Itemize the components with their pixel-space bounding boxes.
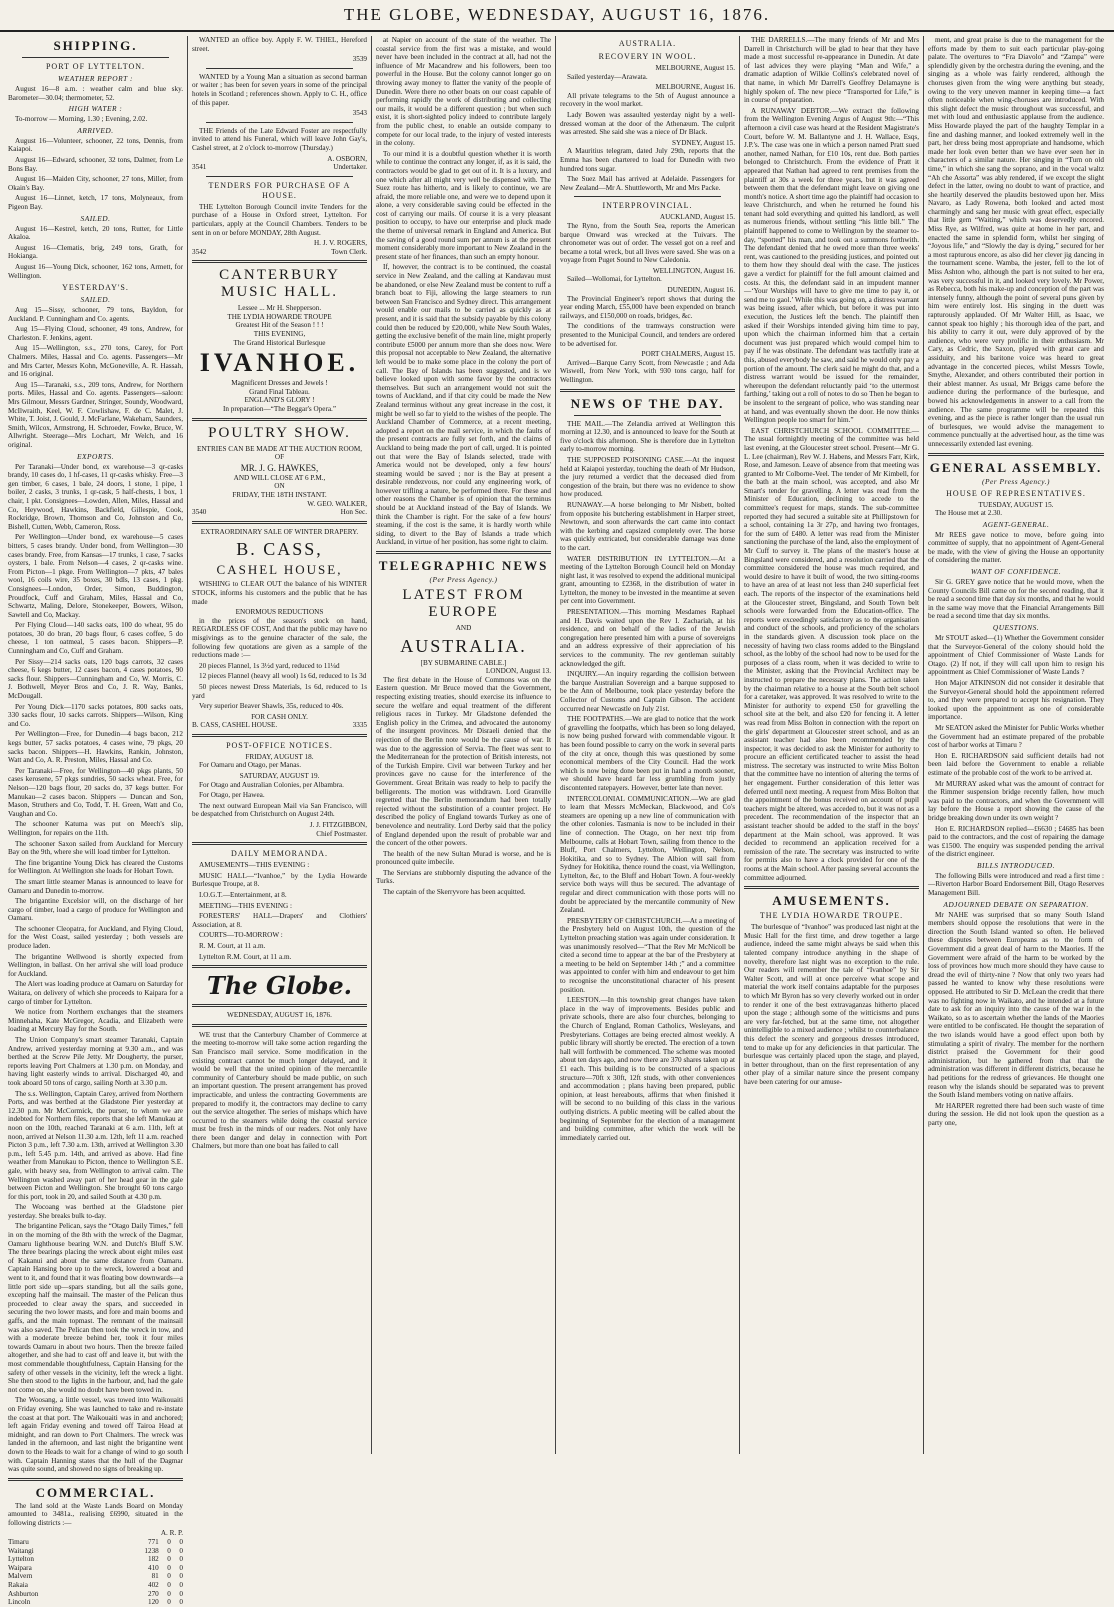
divider — [206, 176, 353, 177]
list-item: Mr REES gave notice to move, before going into committee of supply, that no appointment of Agent-General be made, with the view of giving the House an opportunity of considering the matter. — [928, 530, 1104, 565]
list-item: The Union Company's smart steamer Taranaki, Captain Andrew, arrived yesterday morning at 9.30 a.m., and was berthed at the Screw Pile Jetty. Mr Dougherty, the purser, reports leaving Port Chalmers at 1.30 p.m. on Monday, and having light easterly winds to arrival. Discharged 40, and took aboard 50 tons of cargo, sailing North at 3.30 p.m. — [8, 1036, 183, 1087]
list-item: Per Taranaki—Free, for Wellington—40 pkgs plants, 50 cases kerosene, 57 pkgs sundries, 50 sacks wheat. Free, for Nelson—120 bags flour, 20 sacks do, 37 kegs butter. For Manukau—2 cases bacon. Shippers — Duncan and Son, Mason, Struthers and Co, Todd, T. H. Green, Watt and Co, Vaughan and Co. — [8, 766, 183, 818]
australia-heading: AUSTRALIA. — [618, 39, 677, 48]
list-item: The Servians are stubbornly disputing the advance of the Turks. — [376, 868, 551, 886]
list-item: FRIDAY, AUGUST 18. — [245, 752, 314, 761]
ad-role: Hon Sec. — [340, 508, 367, 517]
ad-number: 3543 — [352, 109, 367, 118]
tender-sign: H. J. V. ROGERS, — [313, 239, 367, 248]
list-item: All private telegrams to the 5th of August announce a recovery in the wool market. — [560, 91, 735, 109]
post-sign: J. J. FITZGIBBON, — [309, 821, 367, 830]
list-item: Sailed yesterday—Arawata. — [567, 72, 648, 81]
list-item: August 16—Linnet, ketch, 17 tons, Molyneaux, from Pigeon Bay. — [8, 194, 183, 211]
assembly-heading: GENERAL ASSEMBLY. — [929, 459, 1103, 475]
dateline: MELBOURNE, August 16. — [655, 83, 735, 92]
land-table — [8, 1538, 183, 1607]
ad-number: 3541 — [192, 163, 207, 172]
table-row: Lyttelton 182 0 0 — [8, 1555, 183, 1564]
list-item: THE SUPPOSED POISONING CASE.—At the inquest held at Kaiapoi yesterday, touching the death of Mr Hudson, the jury returned a verdict that the deceased died from congestion of the brain, but there was no evidence to show how produced. — [560, 455, 735, 499]
sailed2-heading: SAILED. — [80, 295, 111, 305]
leader-text: at Napier on account of the state of the weather. The coastal service from the first was a mistake, and would never have been included in the contract at all, had not the influence of Mr Macandrew and his followers, been too powerful in the House. But the colony cannot longer go on throwing away money to flatter the vanity of the people of Dunedin. Were there no other boats on our coast capable of performing rapidly the work of distributing and collecting our mails, it would be a different question ; but when such exist, it is short-sighted policy indeed to contribute largely from the public chest, to enable an outside company to compete for our local trade, to the injury of vested interests in the colony. — [376, 36, 551, 148]
arrived-heading: ARRIVED. — [77, 125, 114, 135]
column-4 — [556, 36, 740, 1454]
subheading: BILLS INTRODUCED. — [977, 860, 1055, 870]
cash-only: FOR CASH ONLY. — [251, 712, 308, 721]
list-item: Aug 15—Wellington, s.s., 270 tons, Carey, for Port Chalmers. Miles, Hassal and Co. agents. Passengers—Mr and Mrs Carter, Messrs Kohn, McGoneville, A. R. Hassah, and 16 original. — [8, 344, 183, 379]
cable: [BY SUBMARINE CABLE.] — [420, 658, 507, 667]
post-heading: POST-OFFICE NOTICES. — [226, 740, 333, 750]
list-item: Lady Bowen was assaulted yesterday night by a well-dressed woman at the door of the Athenæum. The culprit was arrested. She said she was a niece of Dr Black. — [560, 110, 735, 137]
reductions: ENORMOUS REDUCTIONS — [235, 608, 324, 617]
list-item: LEESTON.—In this township great changes have taken place in the way of improvements. Besides public and private schools, there are also four churches, belonging to the Church of England, Roman Catholics, Wesleyans, and Presbyterians. Cottages are being erected almost weekly. A public library will shortly be erected. The erection of a town hall will forthwith be commenced. The scheme was mooted about ten days ago, and now there are 370 shares taken up at £1 each. This building is to be constructed of a spacious structure—70ft x 30ft, 12ft studs, with other conveniences and accommodation ; plans having been prepared, public opinion, at least hereabouts, affirms that when finished it will be second to no building of this class in the various outlying districts. A public meeting will be called about the beginning of September for the election of a management and building committee, after which the work will be immediately carried out. — [560, 996, 735, 1142]
subheading: WANT OF CONFIDENCE. — [970, 567, 1062, 577]
divider — [192, 1004, 367, 1007]
list-item: August 16—Edward, schooner, 32 tons, Dalmer, from Le Bons Bay. — [8, 155, 183, 173]
list-item: Per Wellington—Under bond, ex warehouse—5 cases bitters, 5 cases brandy. Under bond, from Wellington—30 cases brandy. Free, from Kansas—17 trunks, 1 case, 7 sacks oysters, 1 bale. From Nelson—4 cases, 2 qr-casks wine. From Picton—1 pkge. From Wellington—7 pkts, 47 bales wool, 16 coils wire, 35 boxes, 30 bdls, 13 cases, 1 pkg. Consignees—London, Order, Simon, Buddington, Proudfock, Cuff and Graham, Miles, Hassal and Co, Schwartz, Maling, Delore, Stonekeeper, Bowers, Wilson, Sawtell and Co, Mackay. — [8, 533, 183, 619]
grand-final: Grand Final Tableau. — [249, 387, 310, 396]
divider — [192, 418, 367, 421]
magnificent: Magnificent Dresses and Jewels ! — [231, 379, 328, 388]
in-preparation: In preparation—“The Beggar's Opera.” — [222, 405, 337, 414]
burlesque: The Grand Historical Burlesque — [233, 338, 326, 347]
list-item: The Suez Mail has arrived at Adelaide. Passengers for New Zealand—Mr A. Shuttleworth, Mr and Mrs Packe. — [560, 175, 735, 192]
list-item: Sir G. GREY gave notice that he would move, when the County Councils Bill came on for the second reading, that it be read a second time that day six months, and that he would in the same way move that the Financial Arrangements Bill be read a second time that day six months. — [928, 578, 1104, 621]
list-item: The brigantine Pelican, says the “Otago Daily Times,” fell in on the morning of the 8th with the wreck of the Dagmar, Oamaru lighthouse bearing W.N. and Dutch's Bluff S.W. The three bearings placing the wreck about eight miles east of Kakanui and about the same distance from Oamaru. Captain Hansing bore up to the wreck, lowered a boat and went to it, and found that it was floating bow downwards—a little port side up—spars standing, but all the sails gone, excepting half the mainsail. The master of the Pelican thus proceeded to clear away the spars, and succeeded in securing the two lower masts, and fore and main booms and gaffs, and the main topmast. The remnant of the mainsail was also saved. The Pelican then took the wreck in tow, and with a moderate breeze behind her, took it four miles towards Oamaru in about two hours. Then the breeze failed altogether, and she had to cast off and leave it, but with the most commendable thoughtfulness, Captain Hansing for the safety of other vessels in the vicinity, left the wreck a light. She then stood to the lights in the harbour, and, had the gale not come on, she would no doubt have been towed in. — [8, 1222, 183, 1394]
list-item: I.O.G.T.—Entertainment, at 8. — [199, 891, 287, 899]
list-item: The conditions of the tramways construction were presented to the Municipal Council, and tenders are ordered to be advertised for. — [560, 322, 735, 348]
list-item: The Ryno, from the South Sea, reports the American barque Onward was wrecked at the Tuivars. The chronometer was out of order. The vessel got on a reef and became a total wreck, but all lives were saved. She was on a voyage from Puget Sound to New Caledonia. — [560, 221, 735, 265]
yesterdays-heading: YESTERDAY'S. — [62, 283, 129, 293]
dateline: MELBOURNE, August 15. — [655, 64, 735, 72]
tender-text: THE Lyttelton Borough Council invite Tenders for the purchase of a House in Oxford street, Lyttelton. For particulars, apply at the Council Chambers. Tenders to be sent in on or before MONDAY, 28th August. — [192, 202, 367, 237]
list-item: The Wocoang was berthed at the Gladstone pier yesterday. She breaks bulk to-day. — [8, 1203, 183, 1220]
dateline: TUESDAY, AUGUST 15. — [978, 500, 1054, 509]
list-item: AMUSEMENTS—THIS EVENING : — [199, 861, 310, 870]
list-item: INTERCOLONIAL COMMUNICATION.—We are glad to learn that Messrs McMeckan, Blackwood, and Co's steamers are opening up a new line of communication with the other colonies. Tasmania is now to be included in their line of connection. The Otago, on her next trip from Melbourne, calls at Hobart Town, sailing from thence to the Bluff, Port Chalmers, Lyttelton, Wellington, Nelson, Hokitika, and so to Sydney. The Albion will sail from Sydney for Hokitika, thence round the coast, via Wellington, Lyttelton, &c, to the Bluff and Hobart Town. A four-weekly service both ways will thus be secured. The advantage of regular and direct communication with those ports will no doubt be appreciated by the mercantile community of New Zealand. — [560, 794, 735, 915]
column-2 — [188, 36, 372, 1454]
ad-footer — [192, 508, 367, 517]
water-heading: HIGH WATER : — [68, 104, 123, 114]
latest-heading: LATEST FROM EUROPE — [402, 587, 525, 621]
list-item: The fine brigantine Young Dick has cleared the Customs for Wellington. At Wellington she loads for Hobart Town. — [8, 858, 183, 876]
list-item: August 16—Volunteer, schooner, 22 tons, Dennis, from Kaiapoi. — [8, 136, 183, 154]
subheading: QUESTIONS. — [992, 623, 1040, 633]
list-item: We notice from Northern exchanges that the steamers Minnehaha, Kate McGregor, Acadia, and Elizabeth were loading at Mercury Bay for the South. — [8, 1008, 183, 1034]
cass-text2: in the prices of the season's stock on hand, REGARDLESS OF COST, And that the public may have no misgivings as to the genuine character of the sale, the following few quotations are given as a sample of the reductions made :— — [192, 616, 367, 660]
list-item: 20 pieces Flannel, 1s 3½d yard, reduced to 11¼d — [199, 661, 340, 670]
leader-text: To our mind it is a doubtful question whether it is worth while to continue the contract any longer, if, as it is said, the contractors would be glad to get out of it. It is a luxury, and one which after all might very well be dispensed with. The Suez route has hitherto, and is likely to continue, we are afraid, the more reliable one, and were we to depend upon it alone, a very considerable saving could be effected in the cost of carrying our mails. Of course it is a very pleasant position to occupy, to have our enterprise and pluck made the theme of universal remark in England and America. But the saving of a good round sum per annum is at the present moment considerably more important to New Zealand in the present state of her finances, than such an empty honour. — [376, 149, 551, 261]
dateline: PORT CHALMERS, August 15. — [641, 350, 735, 359]
list-item: The Woosang, a little vessel, was towed into Waikouaiti on Friday evening. She was launched to take and re-instate the coast at that port. The Waikouaiti was in and anchored; left again Friday evening and towed off Tairoa Head at midnight, and ran down to Port Chalmers. The wreck was landed in the afternoon, and last night the brigantine went down to the Heads to wait for a change of wind to go south with. Captain Hanning states that the hull of the Dagmar was quite sound, and showed no signs of breaking up. — [8, 1396, 183, 1474]
list-item: THE DARRELLS.—The many friends of Mr and Mrs Darrell in Christchurch will be glad to hear that they have made a most successful re-appearance in Dunedin. At date of last advices they were playing “Man and Wife,” a dramatic adaption of Wilkie Collins's celebrated novel of that name, in which Mr Darrell's Geoffrey Delamayne is highly spoken of. The new piece “Transported for Life,” is in course of preparation. — [744, 36, 919, 105]
music-hall-heading: CANTERBURY MUSIC HALL. — [219, 267, 340, 301]
divider — [574, 196, 721, 197]
house-heading: HOUSE OF REPRESENTATIVES. — [946, 488, 1086, 498]
divider — [560, 389, 735, 392]
weather-text: August 16—8 a.m. : weather calm and blue sky. Barometer—30.04; thermometer, 52. — [8, 85, 183, 102]
list-item: August 16—Clematis, brig, 249 tons, Grath, for Hokianga. — [8, 243, 183, 261]
list-item: Mr MURRAY asked what was the amount of contract for the Rimmer suspension bridge recently fallen, how much was paid to the contractors, and when the Government will lay before the House a report showing the cause of the bridge breaking down under its own weight ? — [928, 779, 1104, 822]
list-item: The captain of the Skerryvore has been acquitted. — [383, 888, 526, 897]
list-item: Hon Major ATKINSON did not consider it desirable that the Surveyor-General should hold the appointment referred to, and they were prepared to accept his resignation. They looked upon the appointment as one of considerable importance. — [928, 679, 1104, 722]
list-item: The brigantine Excelsior will, on the discharge of her cargo of timber, load a cargo of produce for Wellington and Oamaru. — [8, 897, 183, 923]
divider — [744, 886, 919, 889]
list-item: 12 pieces Flannel (heavy all wool) 1s 6d, reduced to 1s 3d — [199, 672, 367, 681]
dateline: SYDNEY, August 15. — [672, 138, 735, 147]
list-item: August 16—Maiden City, schooner, 27 tons, Miller, from Okain's Bay. — [8, 175, 183, 192]
hawkes: MR. J. G. HAWKES, — [240, 462, 319, 473]
greatest: Greatest Hit of the Season ! ! ! — [235, 321, 324, 330]
date-line: WEDNESDAY, AUGUST 16, 1876. — [227, 1011, 332, 1020]
weather-heading: WEATHER REPORT : — [58, 74, 133, 83]
list-item: Hon E. RICHARDSON replied—£6630 ; £4685 has been paid to the contractors, and the cost of repairing the damage was £1500. The enquiry was suspended pending the arrival of the district engineer. — [928, 824, 1104, 859]
list-item: EAST CHRISTCHURCH SCHOOL COMMITTEE.—The usual fortnightly meeting of the committee was held last evening, at the Gloucester street school. Present—Mr G. L. Lee (chairman), Rev W. J. Habens, and Messrs Farr, Kirk, Rose, and Jameson. Leave of absence from that meeting was granted to Mr Colborne-Veel. The tender of Mr Kimbell, for the bath at the main school, was accepted, and also Mr Smart's tender for gravelling. A letter was read from the Minister of Education, declining to accede to the committee's request for maps, stands. The sub-committee reported they had secured a suitable site at Phillipstown for a school, containing 1a 3r 27p, and having two frontages, for the sum of £480. A letter was read from the Minister sanctioning the purchase of the land, also the employment of Mr Cuff to survey it. The plans of the master's house at Bingsland were considered, and a resolution carried that the committee considered the house was much required, and would desire to have it built of wood, the two sitting-rooms to have an area of at least not less than 240 superficial feet each. The reports of the inspector of the examinations held at the Gloucester street, Bingsland, and South Town belt schools were forwarded from the Education-office. The reports were exceedingly satisfactory as to the organisation and conduct of the schools, and proficiency of the scholars in the standards given. A discussion took place on the necessity of having two class rooms added to the Bingsland school, as the lobby of the school had now to be used for the purposes of a class room, when it was decided to write to the Minister, asking that the Provincial Architect may be instructed to prepare the necessary plans. The action taken by the chairman relative to a house at the South belt school for a caretaker, was approved. It was resolved to write to the Minister for authority to expend £50 for gravelling the school site at the belt, and also £20 for fencing it. A letter was read from Miss Bolton in connection with the report on the girls' department at Gloucester street school, and as an assistant teacher had also been recommended by the inspector, it was decided to ask the Minister for authority to procure an efficient certificated teacher to assist the head mistress. The secretary was instructed to write Miss Bolton that the committee have no intention of altering the terms of her engagement. Further consideration of this letter was deferred until next meeting. A request from Miss Bolton that the appointment of the bonus received on account of pupil teachers might be altered, was acceded to, but it was not as a precedent. The recommendation of the inspector that an assistant teacher should be added to the staff in the boys' department at the Main school, was approved. It was decided to recommend an application received for a remission of the rate. The secretary was instructed to write for permits also to have a clock provided for one of the rooms at the Main school. After passing several accounts the committee adjourned. — [744, 426, 919, 882]
troupe: THE LYDIA HOWARDE TROUPE — [227, 312, 332, 321]
friday: FRIDAY, THE 18TH INSTANT. — [232, 491, 327, 499]
list-item: Hon E. RICHARDSON said sufficient details had not been laid before the Government to enable a reliable estimate of the probable cost of the work to be arrived at. — [928, 751, 1104, 777]
cashel-heading: CASHEL HOUSE, — [216, 562, 343, 578]
ad-role: Town Clerk. — [331, 247, 367, 256]
list-item: INQUIRY.—An inquiry regarding the collision between the barque Australian Sovereign and a barque supposed to be the Ann of Melbourne, took place yesterday before the Collector of Customs and Captain Gibson. The accident occurred near Newcastle on July 21st. — [560, 670, 735, 713]
table-row: Rakaia 402 0 0 — [8, 1581, 183, 1590]
list-item: THE MAIL.—The Zelandia arrived at Wellington this morning at 12.30, and is announced to leave for the South at five o'clock this afternoon. She is therefore due in Lyttelton early to-morrow morning. — [560, 419, 735, 454]
subheading: AGENT-GENERAL. — [982, 519, 1050, 529]
divider — [192, 965, 367, 968]
cass-text: WISHING to CLEAR OUT the balance of his WINTER STOCK, informs his customers and the public that he has made — [192, 580, 367, 606]
per-press: (Per Press Agency.) — [982, 476, 1050, 486]
list-item: The Provincial Engineer's report shows that during the year ending March, £55,000 have been expended on branch railways, and £150,000 on roads, bridges, &c. — [560, 294, 735, 320]
list-item: FORESTERS' HALL—Drapers' and Clothiers' Association, at 8. — [192, 912, 367, 929]
close: AND WILL CLOSE AT 6 P.M., — [233, 473, 326, 482]
ad-footer — [192, 721, 367, 730]
table-row: Ashburton 270 0 0 — [8, 1589, 183, 1598]
list-item: Sailed—Wollomai, for Lyttelton. — [567, 275, 662, 284]
ad-sign: A. OSBORN, — [327, 154, 367, 163]
list-item: The following Bills were introduced and read a first time :—Riverton Harbor Board Endorsement Bill, Otago Reserves Management Bill. — [928, 871, 1104, 898]
list-item: PRESENTATION.—This morning Mesdames Raphael and H. Davis waited upon the Rev I. Zachariah, at his residence, and on behalf of the ladies of the Jewish congregation here presented him with a purse of sovereigns and an address expressive of their appreciation of his services to the community. The rev gentleman suitably acknowledged the gift. — [560, 608, 735, 668]
list-item: Per Flying Cloud—140 sacks oats, 100 do wheat, 95 do potatoes, 30 do bran, 20 bags flour, 6 cases coffee, 5 do cheese, 1 ton oatmeal, 5 cases bacon. Shippers—P. Cunningham and Co, Cuff and Graham. — [8, 621, 183, 656]
entries: ENTRIES CAN BE MADE AT THE AUCTION ROOM, — [196, 444, 363, 453]
list-item: A Mauritius telegram, dated July 29th, reports that the Emma has been chartered to load for Dunedin with two hundred tons sugar. — [560, 147, 735, 173]
list-item: The brigantine Wellwood is shortly expected from Wellington, in ballast. On her arrival she will load produce for Auckland. — [8, 952, 183, 978]
water-text: To-morrow — Morning, 1.30 ; Evening, 2.02. — [15, 115, 148, 124]
list-item: R. M. Court, at 11 a.m. — [199, 941, 266, 950]
interprovincial-heading: INTERPROVINCIAL. — [602, 201, 693, 211]
lessee: Lessee ... Mr H. Shepperson. — [237, 304, 322, 313]
ad-footer — [192, 248, 367, 257]
telegraphic-heading: TELEGRAPHIC NEWS — [378, 558, 549, 574]
divider — [22, 57, 169, 58]
memo-heading: DAILY MEMORANDA. — [230, 849, 329, 859]
column-3 — [372, 36, 556, 1454]
list-item: PRESBYTERY OF CHRISTCHURCH.—At a meeting of the Presbytery held on August 10th, the question of the Lyttelton preaching station was again under consideration. It was unanimously resolved—“That the Rev Mr McNicoll be cited a second time to appear at the bar of the Presbytery at a meeting to be held on September 14th ;” and a committee was appointed to confer with him and endeavour to get him to recognise the unconstitutional character of his present position. — [560, 916, 735, 994]
list-item: For Otago, per Hawea. — [199, 791, 265, 800]
divider — [192, 842, 367, 845]
ad-footer — [192, 163, 367, 172]
ad-sign: B. CASS, CASHEL HOUSE. — [192, 721, 278, 730]
list-item: MEETING—THIS EVENING : — [199, 901, 293, 910]
divider — [8, 1478, 183, 1481]
list-item: Aug 15—Sissy, schooner, 79 tons, Bayldon, for Auckland. P. Cunningham and Co. agents. — [8, 306, 183, 323]
dateline: AUCKLAND, August 15. — [659, 213, 735, 222]
shipping-heading: SHIPPING. — [53, 38, 138, 53]
tender-heading: TENDERS FOR PURCHASE OF A HOUSE. — [208, 180, 351, 200]
newspaper-columns — [4, 36, 1110, 1607]
list-item: A RUNAWAY DEBTOR.—We extract the following from the Wellington Evening Argus of August 9th:—“This afternoon a civil case was heard at the Resident Magistrate's Court, before W. M. Ballantyne and J. H. Wallace, Esqs, J.P.'s. The case was one in which a person named Pratt sued another, named Nathan, for £10 10s, rent due. Both parties belonged to Christchurch. From the evidence of Pratt it appeared that Nathan had agreed to rent premises from the plaintiff at 30s a week for three years, but it was agreed between them that the defendant might leave on giving one month's notice. A short time ago the plaintiff had occasion to leave Christchurch, and when he returned he found his tenant had sold everything and quitted his landlord, as well as numerous friends, without settling “his little bill.” The plaintiff happened to come to Wellington by the steamer to-day, “spotted” his man, and took out a summons forthwith. The defendant denied that he owed more than three weeks' rent, was cautioned to the presiding justices, and pointed out to them how they should deal with the case. The justices gave a verdict for plaintiff for the full amount claimed and costs. At this, the defendant said in an impudent manner—‘Your Worships will have to give me time to pay it, or send me to gaol.’ While this was going on, a distress warrant was being issued, after which, but before it was put into execution, the Justices left the bench. The plaintiff then asked if their Worships intended giving him time to pay, upon which the chairman informed him that a certain document was just prepared which would compel him to pay if he was obstinate. The defendant was tactfully irate at this, abused everybody he saw, and said he would only pay a portion of the amount. The clerk said he might do that, and a distress warrant would be issued for the remainder, whereupon the defendant reluctantly paid ‘to the uttermost farthing,’ taking out a roll of notes to do so Then he began to be insolent to the sergeant of police, who was standing near at hand, and was eventually shown the door. He now thinks Wellington people too smart for him.” — [744, 106, 919, 425]
leader-text: WE trust that the Canterbury Chamber of Commerce at the meeting to-morrow will take some action regarding the San Francisco mail service. Some modification in the existing contract cannot be much longer delayed, and it would be well that the united opinion of the mercantile community of Canterbury should be made public, on such an important question. The present arrangement has proved impracticable, and unless the contracting Governments are prepared to modify it, the contractors may decline to carry out the service altogether. The series of mishaps which have occurred to the steamers while doing the coastal service must be fresh in the minds of our readers. Not only have there been danger and delay in connection with Port Chalmers, but more than one boat has failed to call — [192, 1030, 367, 1151]
list-item: Aug 15—Flying Cloud, schooner, 49 tons, Andrew, for Charleston. F. Jenkins, agent. — [8, 325, 183, 342]
subheading: ADJOURNED DEBATE ON SEPARATION. — [943, 899, 1089, 909]
list-item: 50 pieces newest Dress Materials, 1s 6d, reduced to 1s yard — [192, 682, 367, 700]
ad-number: 3540 — [192, 508, 207, 517]
list-item: THE FOOTPATHS.—We are glad to notice that the work of gravelling the footpaths, which has been so long delayed, is now being pushed forward with commendable vigour. It has been found possible to carry on the work in several parts of the city at once, though this was questioned by some economical members of the City Council. Had the work which is now being done been put in hand a month sooner, we should have heard far less grumbling from justly discontented ratepayers. However, better late than never. — [560, 715, 735, 792]
list-item: Per Sissy—214 sacks oats, 120 bags carrots, 32 cases cheese, 6 kegs butter, 12 cases bacon, 4 cases potatoes, 90 sacks flour. Shippers—Cunningham and Co, W. Morris, C. J. Bothwell, Meyer Bros and Co, J. R. Way, Banks, McDougall. — [8, 657, 183, 701]
per-press: (Per Press Agency.) — [429, 575, 498, 585]
divider — [574, 415, 721, 416]
ad-young-man: WANTED by a Young Man a situation as second barman or waiter ; has been for seven years in some of the principal hotels in Scotland ; references shown. Apply to C. H., office of this paper. — [192, 72, 367, 107]
cass-heading: B. CASS, — [236, 539, 323, 560]
this-evening: THIS EVENING, — [253, 330, 306, 339]
divider — [206, 68, 353, 69]
list-item: WATER DISTRIBUTION IN LYTTELTON.—At a meeting of the Lyttelton Borough Council held on Monday night last, it was resolved to expend the additional municipal grant, amounting to £2368, in the distribution of water in Lyttelton, the money to be invested in the meantime at seven per cent into Government. — [560, 554, 735, 606]
troupe-heading: THE LYDIA HOWARDE TROUPE. — [759, 911, 904, 921]
list-item: Aug 15—Taranaki, s.s., 209 tons, Andrew, for Northern ports. Miles, Hassal and Co. agents. Passengers—saloon: Mrs Gilmour, Messrs Gardner, Stringer, Soundy, Woodward, McIlwraith, Keel, W. F. Cowlishaw, F. de C. Malet, J. White, T. Joist, J. Gould, J. McFarlane, Wakeham, Saunders, Smith, Wilcox, Armstrong, H. Schroeder, Fowke, Bruce, W. Allwright. Steerage—Mrs Lochart, Mr Welch, and 16 original. — [8, 380, 183, 449]
list-item: The s.s. Wellington, Captain Carey, arrived from Northern Ports, and was berthed at the Gladstone Pier yesterday at 12.30 p.m. Mr McCormick, the purser, to whom we are indebted for Northern files, reports that she left Manukau at noon on the 10th, reached Taranaki at 6 a.m. 11th, left at noon, arrived at Nelson 11.30 a.m. 12th, left 11 a.m. reached Picton 3 p.m., left 7.30 a.m. 13th, arrived at Wellington 3.30 p.m., left 5.45 p.m. 14th, and arrived as above. Had fine weather from Manukau to Picton, thence to Wellington S.E. gale, with heavy sea, from Wellington to arrival calm. The Wellington washed away part of her head gear in the gale between Picton and Wellington. She brought 60 tons cargo for this port, took in 20, and sailed South at 4.30 p.m. — [8, 1089, 183, 1201]
englands-glory: ENGLAND'S GLORY ! — [244, 396, 315, 405]
masthead: THE GLOBE, WEDNESDAY, AUGUST 16, 1876. — [0, 0, 1114, 32]
table-row: Waitangi 1238 0 0 — [8, 1546, 183, 1555]
table-row: Timaru 771 0 0 — [8, 1538, 183, 1547]
on: ON — [274, 482, 285, 491]
sale-heading: EXTRAORDINARY SALE OF WINTER DRAPERY. — [200, 527, 359, 536]
divider — [192, 521, 367, 524]
land-table-header: A. R. P. — [160, 1529, 183, 1538]
divider — [928, 453, 1104, 456]
commercial-text: The land sold at the Waste Lands Board on Monday amounted to 3481a., realising £6990, situated in the following districts :— — [8, 1501, 183, 1527]
post-role: Chief Postmaster. — [316, 829, 367, 838]
list-item: COURTS—TO-MORROW : — [199, 931, 283, 940]
ad-number: 3539 — [352, 55, 367, 64]
list-item: Mr SEATON asked the Minister for Public Works whether the Government had an estimate prepared of the probable cost of harbor works at Timaru ? — [928, 723, 1104, 750]
list-item: The schooner Katuma was put on Meech's slip, Wellington, for repairs on the 11th. — [8, 820, 183, 837]
list-item: The Alert was loading produce at Oamaru on Saturday for Waitara, on delivery of which she proceeds to Kaipara for a cargo of timber for Lyttelton. — [8, 980, 183, 1006]
list-item: RUNAWAY.—A horse belonging to Mr Nisbett, bolted from opposite his butchering establishment in Harper street, Newtown, and soon afterwards the cart came into contact with the kerbing and capsized completely over. The horse was quickly extricated, but considerable damage was done to the cart. — [560, 500, 735, 552]
recovery-heading: RECOVERY IN WOOL. — [598, 52, 697, 61]
ivanhoe-title: IVANHOE. — [199, 348, 360, 378]
list-item: Per Young Dick—1170 sacks potatoes, 800 sacks oats, 330 sacks flour, 10 sacks carrots. Shippers—Wilson, King and Co. — [8, 702, 183, 728]
table-row: Waipara 410 0 0 — [8, 1563, 183, 1572]
commercial-heading: COMMERCIAL. — [35, 1484, 156, 1500]
and: AND — [455, 624, 472, 633]
of: OF — [274, 453, 285, 462]
ad-funeral: THE Friends of the Late Edward Foster are respectfully invited to attend his Funeral, which will leave John Gay's, Cashel street, at 2 o'clock to-morrow (Thursday.) — [192, 126, 367, 152]
list-item: Mr STOUT asked—(1) Whether the Government consider that the Surveyor-General of the colony should hold the appointment of Chief Commissioner of Waste Lands for Otago. (2) If not, if they will call upon him to resign his appointment as Chief Commissioner of Waste Lands ? — [928, 634, 1104, 677]
list-item: The health of the new Sultan Murad is worse, and he is pronounced quite imbecile. — [376, 849, 551, 867]
column-6 — [924, 36, 1108, 1454]
ad-number: 3335 — [352, 721, 367, 730]
news-heading: NEWS OF THE DAY. — [570, 395, 725, 411]
list-item: Very superior Beaver Shawls, 35s, reduced to 40s. — [199, 702, 344, 711]
divider — [206, 122, 353, 123]
list-item: Per Wellington—Free, for Dunedin—4 bags bacon, 212 kegs butter, 57 sacks potatoes, 4 cases wine, 79 pkgs, 20 sacks bacon. Shippers—H. Hawkins, Rankin, Johnston, Watt and Co, A. R. Preston, Miles, Hassal and Co. — [8, 730, 183, 765]
divider — [376, 551, 551, 554]
list-item: Mr HARPER regretted there had been such waste of time during the session. He did not look upon the question as a party one, — [928, 1101, 1104, 1127]
list-item: For Otago and Australian Colonies, per Albambra. — [199, 780, 344, 789]
globe-logo: The Globe. — [207, 971, 352, 1001]
divider — [192, 260, 367, 263]
ad-number: 3542 — [192, 247, 207, 256]
list-item: The House met at 2.30. — [935, 509, 1003, 518]
exports-heading: EXPORTS. — [76, 451, 115, 461]
walker-sign: W. GEO. WALKER, — [307, 499, 367, 508]
list-item: For Oamaru and Otago, per Manas. — [199, 761, 301, 770]
list-item: The schooner Saxon sailed from Auckland for Mercury Bay on the 9th, where she will load timber for Lyttelton. — [8, 839, 183, 857]
ad-office-boy: WANTED an office boy. Apply F. W. THIEL, Hereford street. — [192, 36, 367, 53]
list-item: The schooner Cleopatra, for Auckland, and Flying Cloud, for the West Coast, sailed yesterday ; both vessels are produce laden. — [8, 924, 183, 951]
divider — [192, 1024, 367, 1027]
review-text: The burlesque of “Ivanhoe” was produced last night at the Music Hall for the first time, and drew together a large audience, indeed the same might always be said when this talented company introduce anything in the shape of novelty, therefore last night was no exception to the rule. Our readers will remember the tale of “Ivanhoe” by Sir Walter Scott, and will at once perceive what scope and material the work itself contains adaptable for the purposes to which Mr Byron has so very cleverly worked out in order to render it one of the best extravaganzas hitherto placed upon the stage ; although some of the witticisms and puns are very far-fetched, but at the same time, not altogether unintelligible to a mixed audience ; whilst to counterbalance this defect the scenery and gorgeous dresses introduced, tend to make up for any deficiencies in that particular. The burlesque was certainly placed upon the stage, and played, in better throughout, than on the first representation of any other play of a similar nature since the present company have been catering for our amuse- — [744, 923, 919, 1086]
divider — [192, 734, 367, 737]
ad-role: Undertaker. — [333, 163, 367, 172]
dateline: DUNEDIN, August 16. — [667, 286, 735, 295]
leader-text: If, however, the contract is to be continued, the coastal service in New Zealand, and the calling at Kandavau must be abandoned, or else New Zealand must be content to ruff a branch boat to Fiji, allowing the large steamers to run between San Francisco and Sydney direct. This arrangement would enable our mails to be carried as quickly as at present, and it is said that the subsidy payable by this colony could then be reduced by £20,000, while New South Wales, getting the exclusive benefit of the main line, might properly contribute £5000 per annum more than she does now. Were this proposal not acceptable to New Zealand, the alternative left would be to make some place in the colony the port of call. The Bay of Islands has been suggested, and is we believe looked upon with some favor by the contractors themselves. But such an arrangement would not suit the towns of Auckland, and if that city could be made the New Zealand terminus without any great increase in the cost, it might be well so far to yield to the wishes of the people. The Auckland Chamber of Commerce, at a recent meeting, adopted a report on the mail service, in which the faults of the present contracts are fully set forth, and the claims of Auckland to being made the port of call, urged. It is pointed out that were the Bay of Islands selected, trade with America would not be developed, only a few hours' steaming would be saved ; nor is the Bay at present a desirable rendezvous, nor could any engineering work, of however trifling a nature, be performed there. For these and other reasons the Chamber is of opinion that the terminus should be at Auckland instead of the Bay of Islands. We think the Chamber is right. For the sake of a few hours' steaming, if the cost is the same, it is hardly worth while siding, to divert to the Bay of Islands a trade which Auckland, in virtue of her position, has some right to claim. — [376, 263, 551, 547]
column-5 — [740, 36, 924, 1454]
list-item: Per Taranaki—Under bond, ex warehouse—3 qr-casks brandy, 10 cases do, 1 hf-cases, 11 qr-casks whisky. Free—3 gen timber, 6 cases, 1 bale, 24 doors, 1 stone, 1 pipe, 1 boiler, 2 casks, 3 trunks, 1 qr-cask, 5 half-chests, 1 box, 1 chair, 1 pkt. Consignees—Lowden, Allen, Miles, Hassal and Co, Heywood, Hawkins, Backfield, Gillespie, Cook, Rockridge, Brown, Thomson and Co, Johnston and Co, Bishell, Cutten, Webb, Cameron, Ross. — [8, 462, 183, 531]
list-item: The first debate in the House of Commons was on the Eastern question. Mr Bruce moved that the Government, respecting existing treaties, should exercise its influence to secure the welfare and equal treatment of the different religious races in Turkey. Mr Gladstone defended the English policy in the Crimea, and advocated the autonomy of the insurgent provinces. Mr Disraeli denied that the rejection of the Berlin note would be the cause of war. It was due to the aggression of Servia. The fleet was sent to the Mediterranean for the protection of British interests, not of the Turkish Empire. Civil war between Turkey and her provinces gave no cause for the interference of the Government. Great Britain was ready to help to pacify the belligerents. The motion was withdrawn. Lord Granville regretted that the Berlin memorandum had been totally rejected without the substitution of a counter project. He described the policy of England towards Turkey as one of benevolence and neutrality. Lord Derby said that the policy of England depended upon the result of probable war and the concert of the other powers. — [376, 675, 551, 848]
list-item: Arrived—Barque Carry Scott, from Newcastle ; and Ada Wiswell, from New York, with 930 tons cargo, half for Wellington. — [560, 358, 735, 384]
list-item: MUSIC HALL—“Ivanhoe,” by the Lydia Howarde Burlesque Troupe, at 8. — [192, 871, 367, 889]
list-item: August 16—Young Dick, schooner, 162 tons, Armett, for Wellington. — [8, 262, 183, 280]
list-item: August 16—Kestrel, ketch, 20 tons, Rutter, for Little Akaloa. — [8, 224, 183, 242]
list-item: Mr NAHE was surprised that so many South Island members should oppose the resolutions that were in the direction the South Island wanted so often. He believed these disputes between Europeans as to the form of Government did a great deal of harm to the Maories. If the Government were afraid of the harm to be worked by the loss of provinces how much more should they have cause to dread the evil of thirty-nine ? Now that only two years had passed he wanted to know why these resolutions were opposed. He attributed to Sir D. McLean the credit that there was no fighting now in Waikato, and he intended at a future date to ask for an inquiry into the cause of the war in the Waikato, so as to ascertain whether the lands of the Maories were entitled to be confiscated. He thought the separation of the two islands would have a good effect upon both by stimulating a spirit of rivalry. The member for the northern district praised the Government for their good administration, but he gathered from that that the administration was different in different districts, because he had petitions for the redress of grievances. He thought one reason why the islands should be separated was to prevent the South Island members voting on native affairs. — [928, 910, 1104, 1100]
column-1 — [4, 36, 188, 1607]
table-row: Malvern 81 0 0 — [8, 1572, 183, 1581]
list-item: The next outward European Mail via San Francisco, will be despatched from Christchurch on August 24th. — [192, 801, 367, 819]
poultry-heading: POULTRY SHOW. — [208, 424, 351, 441]
list-item: Lyttelton R.M. Court, at 11 a.m. — [199, 952, 292, 961]
sailed-heading: SAILED. — [80, 213, 111, 223]
table-row: Lincoln 120 0 0 — [8, 1598, 183, 1607]
amusements-heading: AMUSEMENTS. — [772, 893, 891, 909]
list-item: SATURDAY, AUGUST 19. — [239, 772, 320, 781]
review-text: ment, and great praise is due to the management for the efforts made by them to suit each particular play-going palate. The overtures to “Fra Diavolo” and “Zampa” were splendidly given by the orchestra during the evening, and the singing as a whole was fairly rendered, although the choruses given from the wing were anything but steady, owing to the very uneven manner in keeping time—a fact often noticeable when wing-choruses are introduced. With this slight defect the music throughout was successful, and met with loud and enthusiastic applause from the audience. Miss Howarde played the part of the haughty Templar in a fine and dashing manner, and looked extremely well in the part, her dress being most appropriate and handsome, which made her look even better than we have ever seen her in characters of a similar nature. Her singing in “Turn on old time,” in which she sang the soprano, and in the vocal waltz “Ah che Assorta” was ably rendered, if we except the slight defect in the latter, owing no doubt to want of practice, and she heartily deserved the plaudits bestowed upon her. Miss Navaro, as Lady Rowena, both looked and acted most charmingly and sang her music with great effect, especially that little gem “Waiting,” which was deservedly encored. Miss Rye, as Wilfred, was quite at home in her part, and enacted the same in splendid form, whilst her singing of “Joyous life,” and “Slowly the day is dying,” secured for her a most rapturous encore, as also did her clever jig dancing in the tournament scene. Wamba, the jester, fell to the lot of Miss Ashton who, although the part is not suited to her era, was very successful in it, and looked very lovely. Mr Power, as Rebecca, both his make-up and conception of the part was intensely funny, although the point of several puns given by him were entirely lost. His singing in the duett was rapturously applauded. Of Mr Walter Hill, as Isaac, we cannot speak too highly ; his thorough idea of the part, and his ability to carry it out, were duly approved of by the audience, who were very prolific in their enthusiasm. Mr Cary, as Cedric, the Saxon, played with great care and assiduity, and his baritone voice was heard to great advantage in the concerted pieces, whilst Messrs Towle, Smythe, Alexander, and others contributed their portion in their ablest manner. As usual, Mr Briggs came before the audience during the performance of the burlesque, and bowed his acknowledgements in answer to a call from the audience. The same programme will be repeated this evening, and as the piece is rather longer than the usual run of burlesques, we would advise the management to commence punctually at the advertised hour, as the time was unnecessarily extended last evening. — [928, 36, 1104, 448]
dateline: WELLINGTON, August 16. — [652, 266, 735, 275]
port-heading: PORT OF LYTTELTON. — [45, 62, 146, 71]
london-dateline: LONDON, August 13. — [485, 667, 551, 676]
list-item: The smart little steamer Manas is announced to leave for Oamaru and Dunedin to-morrow. — [8, 877, 183, 895]
australia-heading: AUSTRALIA. — [400, 635, 527, 656]
